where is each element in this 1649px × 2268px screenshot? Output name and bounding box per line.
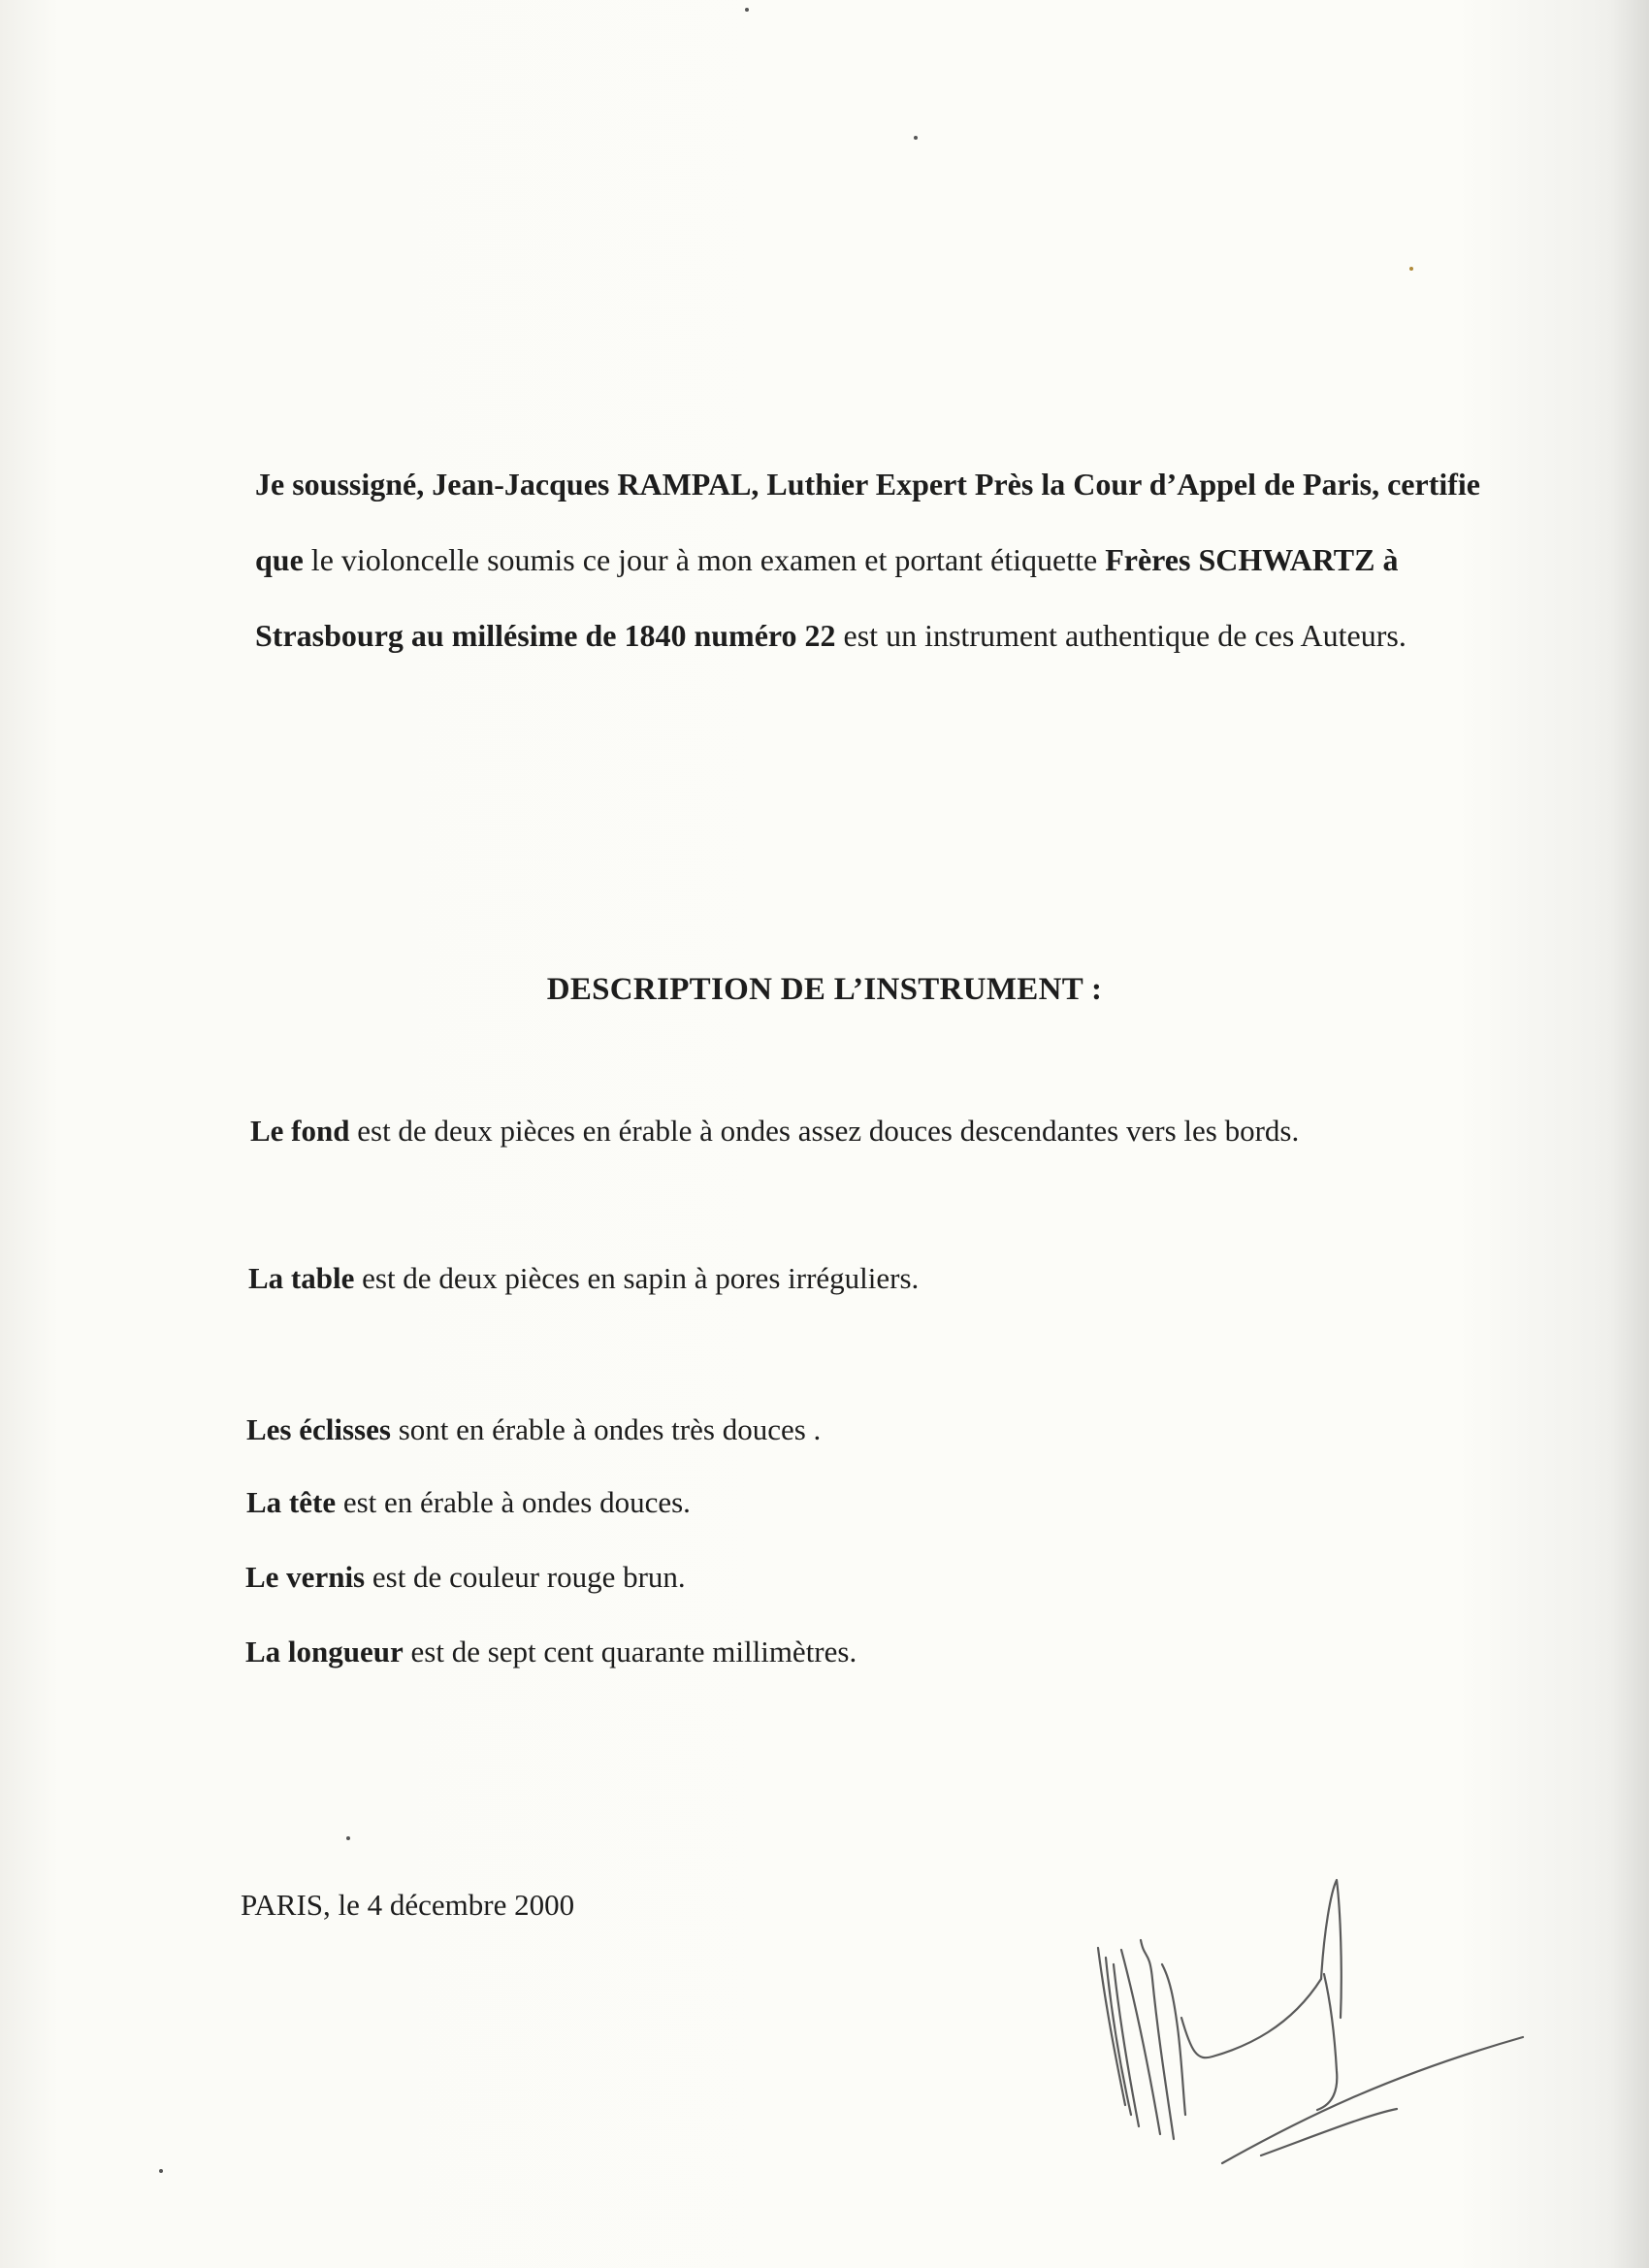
description-item-eclisses <box>246 1412 821 1447</box>
certificate-paragraph <box>255 446 1545 673</box>
description-text: sont en érable à ondes très douces . <box>390 1412 822 1446</box>
description-term: La table <box>248 1261 355 1295</box>
scan-speck <box>914 136 918 140</box>
certificate-line-2-text: le violoncelle soumis ce jour à mon examen et portant étiquette <box>303 542 1106 577</box>
page-edge-shadow <box>1610 0 1649 2268</box>
description-item-longueur <box>245 1635 857 1669</box>
description-term: La tête <box>246 1485 337 1519</box>
description-text: est de sept cent quarante millimètres. <box>403 1635 857 1669</box>
description-heading: DESCRIPTION DE L’INSTRUMENT : <box>546 972 1103 1007</box>
scan-speck <box>159 2169 163 2173</box>
certificate-line-2-start: que <box>255 542 304 577</box>
description-text: est de couleur rouge brun. <box>365 1560 686 1594</box>
scan-speck <box>346 1836 350 1840</box>
description-term: Le fond <box>250 1114 350 1148</box>
handwritten-signature-icon <box>1077 1872 1542 2192</box>
description-term: La longueur <box>245 1635 404 1669</box>
description-text: est en érable à ondes douces. <box>336 1485 691 1519</box>
certificate-line-3-label: Strasbourg au millésime de 1840 numéro 22 <box>255 618 836 653</box>
scan-speck <box>745 8 749 12</box>
certificate-line-2-maker: Frères SCHWARTZ à <box>1105 542 1399 577</box>
description-term: Le vernis <box>245 1560 366 1594</box>
description-item-table <box>248 1261 919 1296</box>
description-item-vernis <box>245 1560 686 1595</box>
description-text: est de deux pièces en sapin à pores irréguliers. <box>354 1261 920 1295</box>
document-date: PARIS, le 4 décembre 2000 <box>241 1888 575 1922</box>
description-item-tete <box>246 1485 691 1520</box>
scan-speck <box>1409 267 1413 271</box>
certificate-line-1: Je soussigné, Jean-Jacques RAMPAL, Luthier Expert Près la Cour d’Appel de Paris, certifie <box>255 467 1480 502</box>
description-item-fond <box>250 1114 1299 1149</box>
certificate-line-3-text: est un instrument authentique de ces Auteurs. <box>835 618 1406 653</box>
description-term: Les éclisses <box>246 1412 391 1446</box>
description-text: est de deux pièces en érable à ondes assez douces descendantes vers les bords. <box>349 1114 1300 1148</box>
